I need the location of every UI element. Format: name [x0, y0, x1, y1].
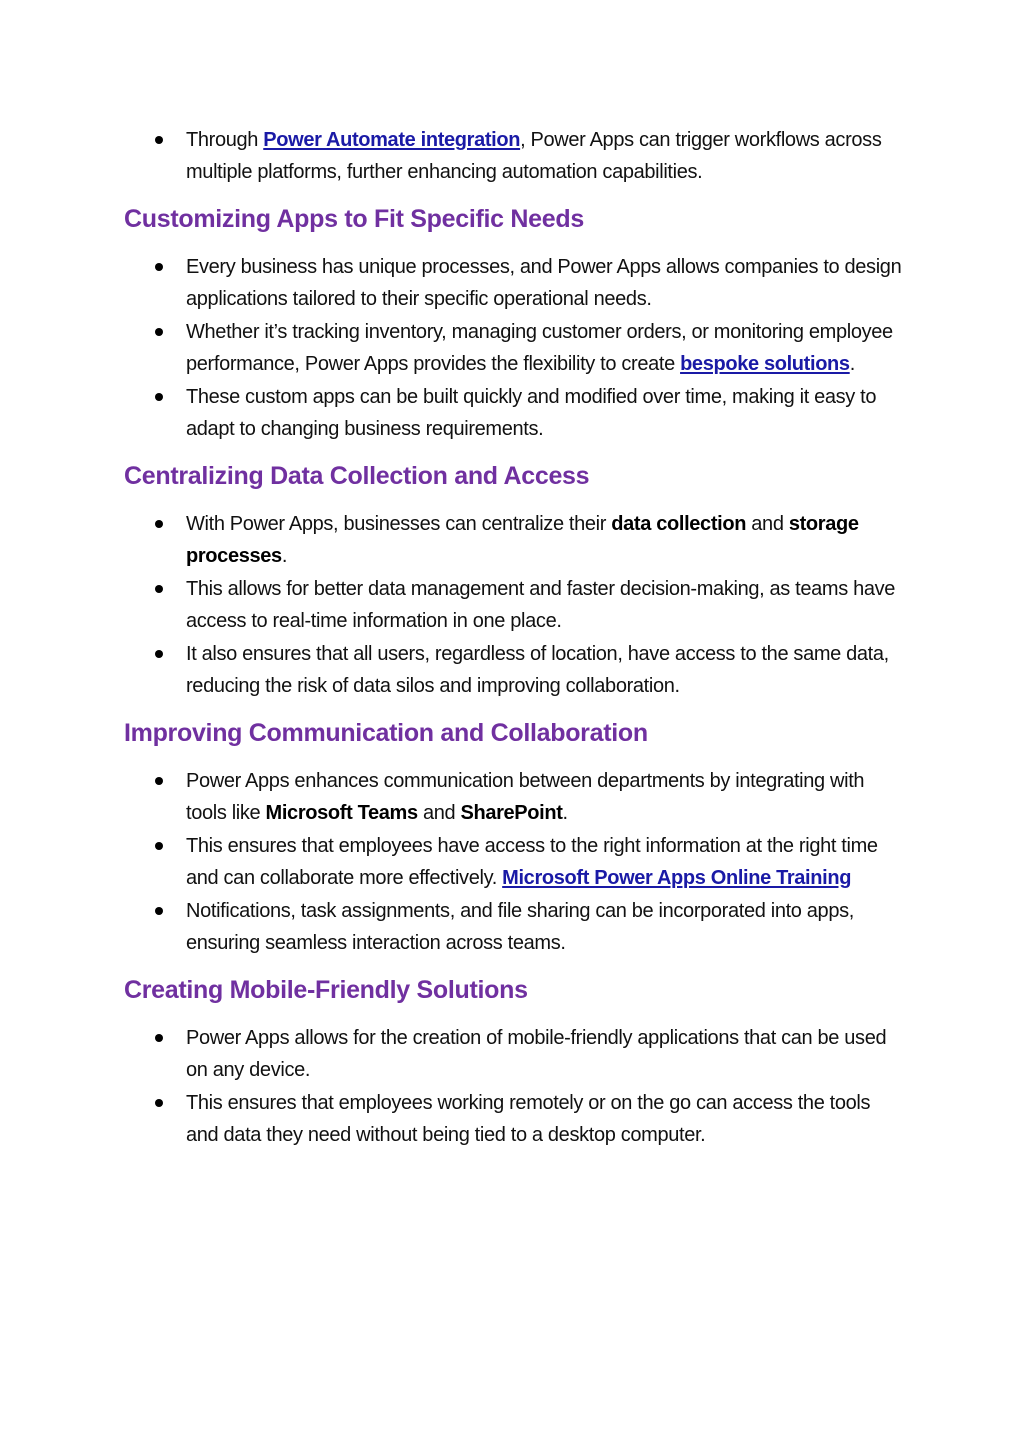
list-item: This ensures that employees working remotely or on the go can access the tools and data they need without being tied to a desktop computer. — [124, 1087, 904, 1151]
section-heading: Centralizing Data Collection and Access — [124, 462, 590, 490]
list-item: These custom apps can be built quickly and modified over time, making it easy to adapt to changing business requirements. — [124, 381, 904, 445]
bullet-list — [124, 251, 904, 445]
section-mobile-friendly — [124, 974, 904, 1151]
list-item: It also ensures that all users, regardless of location, have access to the same data, reducing the risk of data silos and improving collaboration. — [124, 638, 904, 702]
bullet-icon — [155, 328, 163, 336]
list-item: Notifications, task assignments, and file sharing can be incorporated into apps, ensuring seamless interaction across teams. — [124, 895, 904, 959]
section-customizing-apps — [124, 203, 904, 445]
bespoke-solutions-link[interactable]: bespoke solutions — [680, 353, 850, 375]
bullet-icon — [155, 1034, 163, 1042]
bullet-icon — [155, 1099, 163, 1107]
intro-list — [124, 124, 904, 188]
bullet-icon — [155, 393, 163, 401]
section-centralizing-data — [124, 460, 904, 702]
document-body — [124, 124, 904, 1152]
bullet-icon — [155, 585, 163, 593]
list-item: Through Power Automate integration, Power Apps can trigger workflows across multiple platforms, further enhancing automation capabilities. — [124, 124, 904, 188]
section-heading: Creating Mobile-Friendly Solutions — [124, 976, 528, 1004]
list-item: Whether it’s tracking inventory, managing customer orders, or monitoring employee performance, Power Apps provides the flexibility to create bespoke solutions. — [124, 316, 904, 380]
bullet-list — [124, 1022, 904, 1151]
list-item: Every business has unique processes, and Power Apps allows companies to design applications tailored to their specific operational needs. — [124, 251, 904, 315]
power-apps-online-training-link[interactable]: Microsoft Power Apps Online Training — [502, 867, 852, 889]
bullet-icon — [155, 520, 163, 528]
section-heading: Improving Communication and Collaboration — [124, 719, 648, 747]
bullet-icon — [155, 136, 163, 144]
section-improving-communication — [124, 717, 904, 959]
list-item: This allows for better data management and faster decision-making, as teams have access to real-time information in one place. — [124, 573, 904, 637]
list-item: This ensures that employees have access to the right information at the right time and can collaborate more effectively. Microsoft Power Apps Online Training — [124, 830, 904, 894]
bullet-list — [124, 508, 904, 702]
section-heading: Customizing Apps to Fit Specific Needs — [124, 205, 584, 233]
list-item: With Power Apps, businesses can centralize their data collection and storage processes. — [124, 508, 904, 572]
list-item: Power Apps allows for the creation of mobile-friendly applications that can be used on any device. — [124, 1022, 904, 1086]
bullet-icon — [155, 777, 163, 785]
bullet-icon — [155, 842, 163, 850]
bullet-list — [124, 765, 904, 959]
power-automate-integration-link[interactable]: Power Automate integration — [263, 129, 521, 151]
bullet-icon — [155, 263, 163, 271]
list-item: Power Apps enhances communication between departments by integrating with tools like Microsoft Teams and SharePoint. — [124, 765, 904, 829]
bullet-icon — [155, 650, 163, 658]
bullet-icon — [155, 907, 163, 915]
